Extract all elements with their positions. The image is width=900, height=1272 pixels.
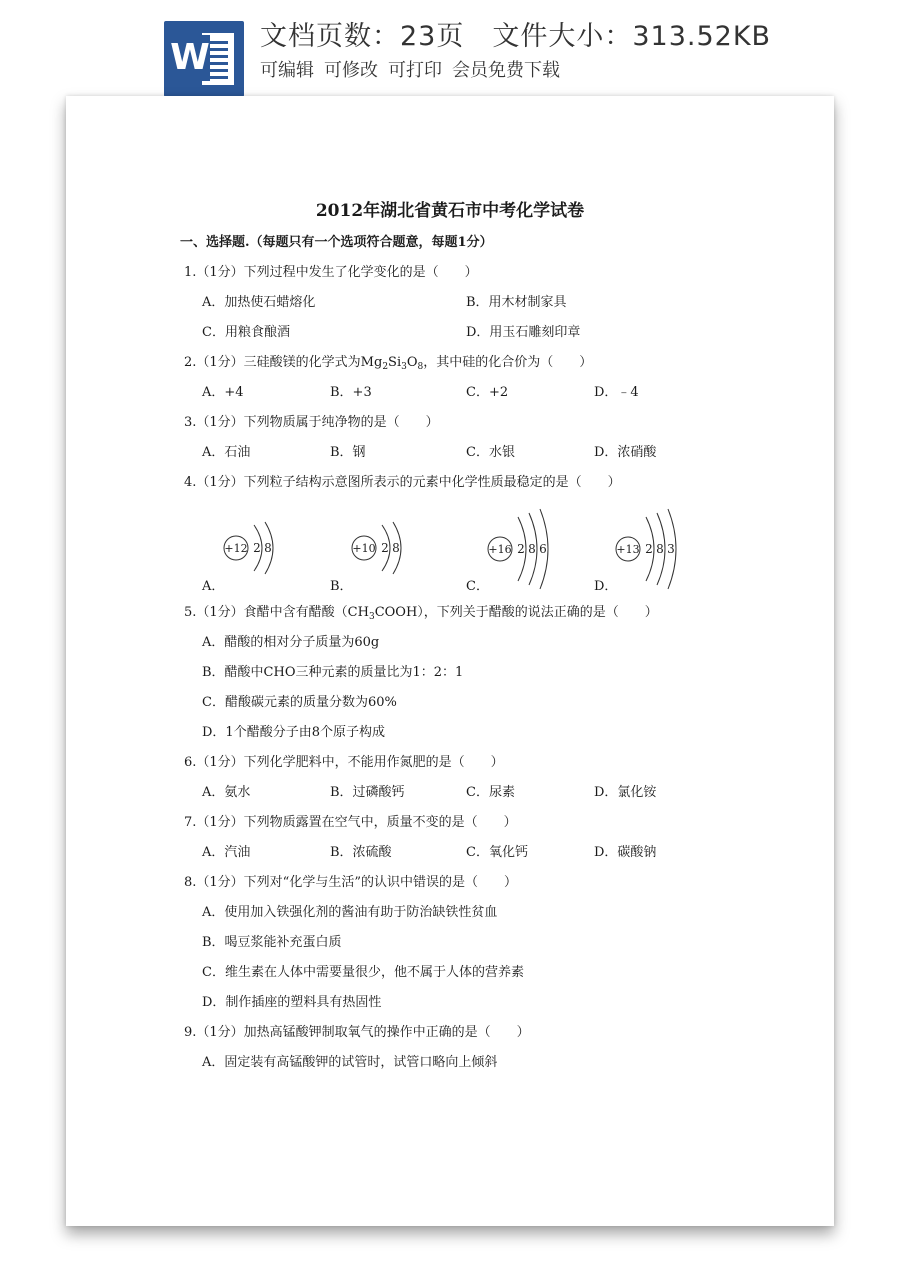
question-8-option-b: B．喝豆浆能补充蛋白质 <box>202 935 342 950</box>
question-2-text: Si <box>388 355 402 370</box>
question-6-option-d: D．氯化铵 <box>594 785 657 800</box>
subscript: 2 <box>382 362 389 372</box>
question-7-stem: 7.（1分）下列物质露置在空气中，质量不变的是（ ） <box>184 815 517 830</box>
subscript: 3 <box>368 612 375 622</box>
electron-count: 2 <box>253 541 261 555</box>
section-heading: 一、选择题.（每题只有一个选项符合题意，每题1分） <box>180 235 493 250</box>
nucleus-charge: +16 <box>488 543 512 556</box>
question-2-text: ，其中硅的化合价为（ ） <box>423 355 593 370</box>
feature-modifiable: 可修改 <box>324 60 378 81</box>
page-count: 文档页数：23页 <box>260 21 465 52</box>
atom-diagram-c <box>486 504 582 594</box>
question-6-stem: 6.（1分）下列化学肥料中，不能用作氮肥的是（ ） <box>184 755 504 770</box>
question-8-option-c: C．维生素在人体中需要量很少，他不属于人体的营养素 <box>202 965 524 980</box>
question-5-option-d: D．1个醋酸分子由8个原子构成 <box>202 725 385 740</box>
word-document-icon <box>164 21 244 97</box>
feature-editable: 可编辑 <box>260 60 314 81</box>
question-8-stem: 8.（1分）下列对“化学与生活”的认识中错误的是（ ） <box>184 875 517 890</box>
document-page <box>66 96 834 1226</box>
question-2-option-c: C．+2 <box>466 385 509 400</box>
electron-count: 6 <box>539 542 547 556</box>
atom-diagram-d <box>614 504 710 594</box>
feature-list <box>260 56 570 82</box>
question-9-stem: 9.（1分）加热高锰酸钾制取氧气的操作中正确的是（ ） <box>184 1025 530 1040</box>
electron-count: 8 <box>656 542 664 556</box>
question-4-option-c: C． <box>466 579 489 594</box>
feature-member-download: 会员免费下载 <box>452 60 560 81</box>
question-5-option-b: B．醋酸中CHO三种元素的质量比为1：2：1 <box>202 665 464 680</box>
question-4-option-a: A． <box>202 579 225 594</box>
question-1-stem: 1.（1分）下列过程中发生了化学变化的是（ ） <box>184 265 478 280</box>
question-1-option-a: A．加热使石蜡熔化 <box>202 295 316 310</box>
question-2-option-a: A．+4 <box>202 385 244 400</box>
file-meta <box>260 14 771 53</box>
question-5-text: 5.（1分）食醋中含有醋酸（CH <box>184 605 369 620</box>
question-5-stem <box>184 604 658 622</box>
file-size: 文件大小：313.52KB <box>492 21 772 52</box>
question-4-option-d: D． <box>594 579 618 594</box>
electron-count: 2 <box>645 542 653 556</box>
question-1-option-d: D．用玉石雕刻印章 <box>466 325 581 340</box>
download-banner <box>0 0 900 96</box>
atom-structure-svg <box>614 504 710 594</box>
electron-count: 3 <box>667 542 675 556</box>
question-4-stem: 4.（1分）下列粒子结构示意图所表示的元素中化学性质最稳定的是（ ） <box>184 475 621 490</box>
question-5-option-a: A．醋酸的相对分子质量为60g <box>202 635 380 650</box>
page-title: 2012年湖北省黄石市中考化学试卷 <box>315 201 585 221</box>
question-2-option-d: D．﹣4 <box>594 385 639 400</box>
atom-diagram-b <box>350 516 446 580</box>
atom-structure-svg <box>350 516 446 580</box>
question-8-option-a: A．使用加入铁强化剂的酱油有助于防治缺铁性贫血 <box>202 905 498 920</box>
word-icon-letter: W <box>170 35 210 81</box>
question-2-text: 2.（1分）三硅酸镁的化学式为Mg <box>184 355 383 370</box>
question-7-option-c: C．氧化钙 <box>466 845 528 860</box>
subscript: 3 <box>401 362 407 372</box>
question-2-text: O <box>406 355 418 370</box>
electron-count: 8 <box>264 541 272 555</box>
question-9-option-a: A．固定装有高锰酸钾的试管时，试管口略向上倾斜 <box>202 1055 498 1070</box>
question-7-option-b: B．浓硫酸 <box>330 845 392 860</box>
question-3-option-b: B．钢 <box>330 445 366 460</box>
feature-printable: 可打印 <box>388 60 442 81</box>
question-7-option-d: D．碳酸钠 <box>594 845 657 860</box>
question-1-option-b: B．用木材制家具 <box>466 295 567 310</box>
nucleus-charge: +10 <box>352 542 376 555</box>
question-3-option-c: C．水银 <box>466 445 515 460</box>
question-5-text: COOH），下列关于醋酸的说法正确的是（ ） <box>374 605 658 620</box>
question-6-option-b: B．过磷酸钙 <box>330 785 405 800</box>
question-3-stem: 3.（1分）下列物质属于纯净物的是（ ） <box>184 415 439 430</box>
question-6-option-a: A．氨水 <box>202 785 251 800</box>
question-3-option-a: A．石油 <box>202 445 251 460</box>
electron-count: 2 <box>517 542 525 556</box>
electron-count: 2 <box>381 541 389 555</box>
exam-paper <box>66 96 834 1226</box>
question-8-option-d: D．制作插座的塑料具有热固性 <box>202 995 382 1010</box>
electron-count: 8 <box>392 541 400 555</box>
nucleus-charge: +12 <box>224 542 248 555</box>
question-6-option-c: C．尿素 <box>466 785 515 800</box>
electron-count: 8 <box>528 542 536 556</box>
question-4-option-b: B． <box>330 579 353 594</box>
atom-structure-svg <box>222 516 318 580</box>
question-1-option-c: C．用粮食酿酒 <box>202 325 290 340</box>
atom-structure-svg <box>486 504 582 594</box>
question-7-option-a: A．汽油 <box>202 845 251 860</box>
atom-diagram-a <box>222 516 318 580</box>
question-3-option-d: D．浓硝酸 <box>594 445 657 460</box>
question-2-option-b: B．+3 <box>330 385 372 400</box>
nucleus-charge: +13 <box>616 543 640 556</box>
subscript: 8 <box>417 362 424 372</box>
question-2-stem <box>184 354 592 372</box>
question-5-option-c: C．醋酸碳元素的质量分数为60% <box>202 695 397 710</box>
